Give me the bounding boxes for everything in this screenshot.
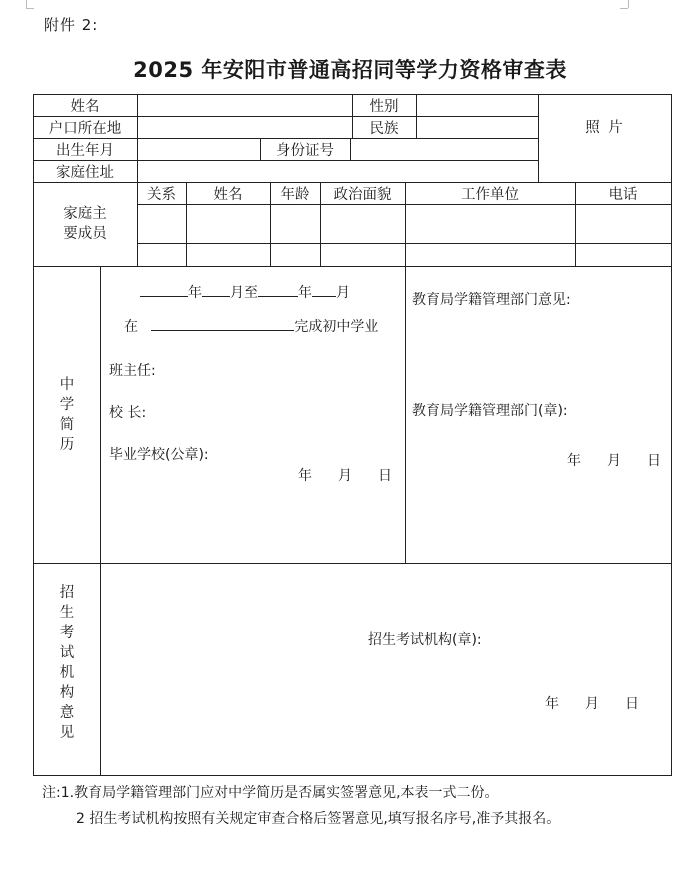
exam-office-opinion-field[interactable] — [101, 570, 671, 620]
family-col-relation: 关系 — [147, 186, 176, 203]
note-line-2: 2 招生考试机构按照有关规定审查合格后签署意见,填写报名序号,准予其报名。 — [76, 811, 561, 827]
gender-label: 性别 — [369, 98, 399, 115]
edu-bureau-opinion-label: 教育局学籍管理部门意见: — [412, 292, 571, 308]
name-label: 姓名 — [70, 98, 100, 115]
ethnicity-field[interactable] — [417, 117, 538, 138]
edu-bureau-date: 年 月 日 — [567, 453, 661, 469]
edu-bureau-seal-label: 教育局学籍管理部门(章): — [412, 403, 568, 419]
principal-label: 校 长: — [109, 405, 147, 421]
school-section-label: 中学简历 — [59, 377, 75, 453]
id-label: 身份证号 — [276, 142, 334, 159]
family-col-phone: 电话 — [608, 186, 638, 203]
gender-field[interactable] — [417, 95, 538, 116]
family-row-2[interactable] — [138, 244, 671, 266]
photo-area[interactable]: 照 片 — [585, 119, 625, 136]
annex-label: 附件 2: — [44, 16, 99, 34]
corner-mark-right-h — [620, 8, 628, 9]
address-field[interactable] — [138, 161, 538, 182]
family-col-name: 姓名 — [213, 186, 243, 203]
birth-field[interactable] — [138, 139, 260, 160]
head-teacher-label: 班主任: — [109, 363, 156, 379]
school-seal-label: 毕业学校(公章): — [109, 447, 209, 463]
page-title: 2025 年安阳市普通高招同等学力资格审查表 — [133, 58, 567, 82]
note-line-1: 注:1.教育局学籍管理部门应对中学简历是否属实签署意见,本表一式二份。 — [42, 785, 499, 801]
corner-mark-right — [628, 0, 629, 8]
id-field[interactable] — [351, 139, 538, 160]
school-name-line[interactable]: 在 完成初中学业 — [124, 315, 378, 336]
corner-mark-left-h — [26, 8, 34, 9]
school-date: 年 月 日 — [298, 468, 392, 484]
family-col-employer: 工作单位 — [461, 186, 519, 203]
edu-bureau-opinion-field[interactable] — [406, 312, 671, 392]
birth-label: 出生年月 — [56, 142, 114, 159]
hukou-label: 户口所在地 — [48, 120, 122, 137]
exam-office-date: 年 月 日 — [545, 696, 639, 712]
address-label: 家庭住址 — [56, 164, 114, 181]
family-row-1[interactable] — [138, 205, 671, 243]
family-section-label: 家庭主要成员 — [63, 206, 107, 242]
name-field[interactable] — [138, 95, 352, 116]
school-period[interactable]: 年 月至 年 月 — [140, 281, 350, 302]
corner-mark-left — [26, 0, 27, 8]
family-col-politics: 政治面貌 — [333, 186, 392, 203]
hukou-field[interactable] — [138, 117, 352, 138]
exam-office-section-label: 招生考试机构意见 — [59, 585, 75, 741]
ethnicity-label: 民族 — [369, 120, 399, 137]
exam-office-seal-label: 招生考试机构(章): — [368, 632, 482, 648]
family-col-age: 年龄 — [280, 186, 310, 203]
